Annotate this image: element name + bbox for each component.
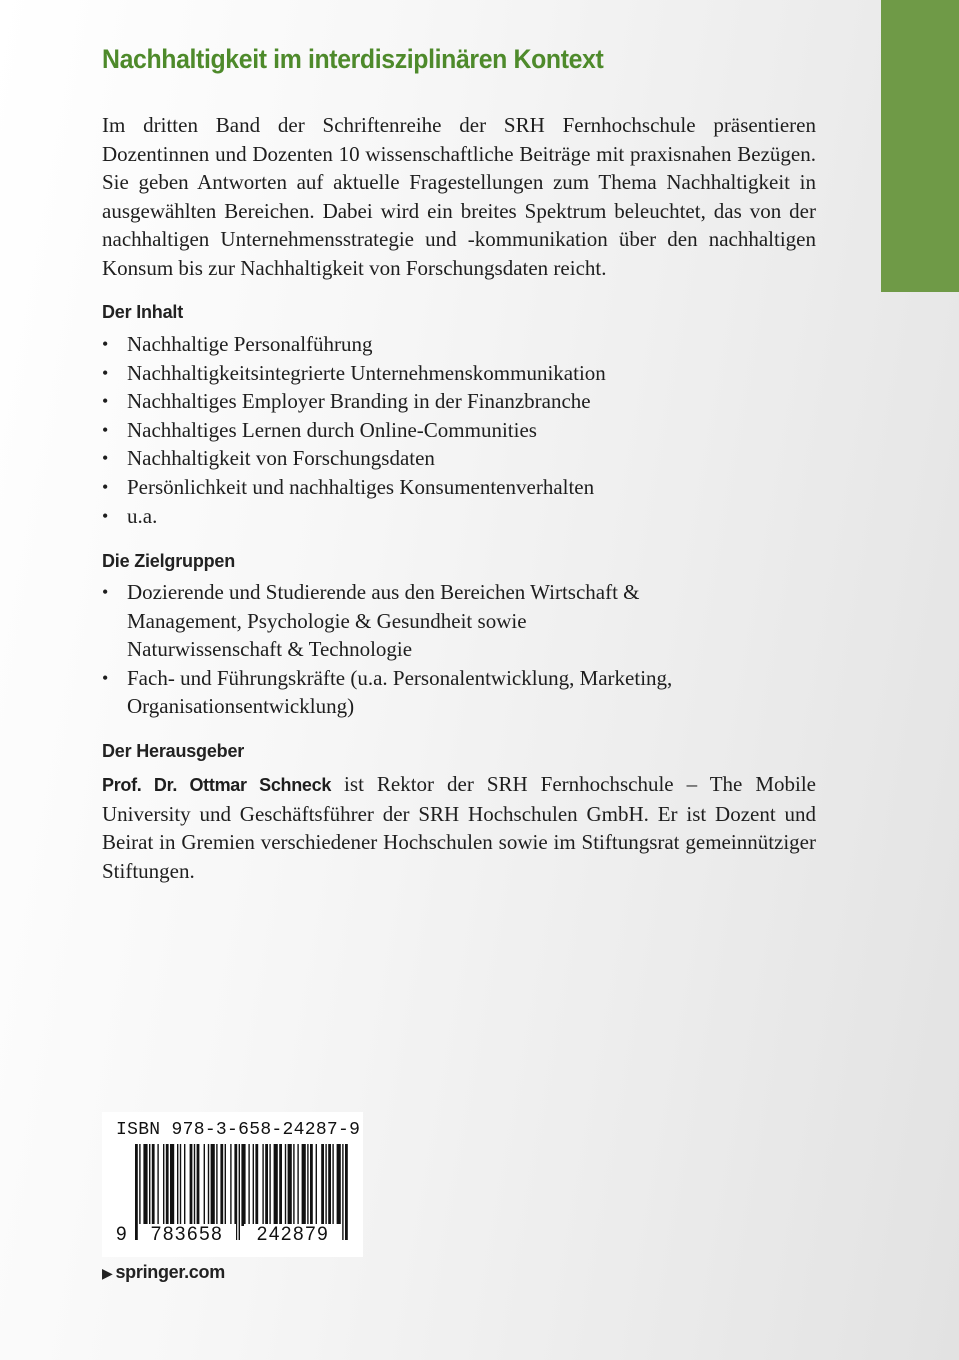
bullet-icon: • — [102, 448, 109, 469]
barcode-bar — [184, 1144, 185, 1226]
barcode-bar — [157, 1144, 158, 1226]
barcode-bar — [274, 1144, 278, 1226]
barcode-bar — [255, 1144, 258, 1226]
list-item: • Persönlichkeit und nachhaltiges Konsumentenverhalten — [102, 473, 702, 502]
bullet-icon: • — [102, 419, 109, 440]
barcode-left-digits: 783658 — [138, 1224, 236, 1246]
bullet-icon: • — [102, 582, 109, 602]
editor-description: ist Rektor der SRH Fernhochschule – The Mobile University und Geschäftsführer der SRH Hochschulen GmbH. Er ist Dozent und Beirat in Gremien verschiedener Hochschulen sowie im Stiftungsrat gemeinnütziger Stiftungen. — [102, 772, 816, 883]
barcode-bar — [262, 1144, 263, 1226]
barcode-bar — [239, 1144, 240, 1240]
barcode-bar — [216, 1144, 217, 1226]
barcode-bar — [248, 1144, 249, 1226]
bullet-icon: • — [102, 362, 109, 383]
bullet-icon: • — [102, 667, 109, 688]
list-item: • Fach- und Führungskräfte (u.a. Personalentwicklung, Marketing, Organisationsentwicklung) — [102, 665, 673, 719]
target-groups-list — [102, 578, 677, 721]
list-item: • Nachhaltigkeitsintegrierte Unternehmenskommunikation — [102, 359, 702, 388]
barcode-bar — [194, 1144, 195, 1226]
arrow-right-icon: ▶ — [102, 1265, 113, 1281]
barcode-right-digits: 242879 — [244, 1224, 342, 1246]
book-title: Nachhaltigkeit im interdisziplinären Kontext — [102, 44, 604, 74]
barcode-bar — [170, 1144, 174, 1226]
barcode-bar — [316, 1144, 317, 1226]
barcode-bar — [253, 1144, 254, 1226]
barcode-bar — [328, 1144, 331, 1226]
contents-heading: Der Inhalt — [102, 302, 184, 322]
barcode-bar — [321, 1144, 324, 1226]
barcode-bar — [265, 1144, 268, 1226]
barcode-bar — [143, 1144, 147, 1226]
contents-list — [102, 330, 702, 530]
barcode-first-digit: 9 — [116, 1224, 127, 1245]
barcode-bar — [288, 1144, 292, 1226]
barcode-bar — [197, 1144, 200, 1226]
barcode-bar — [302, 1144, 306, 1226]
isbn-label: ISBN 978-3-658-24287-9 — [116, 1120, 361, 1140]
barcode-bar — [139, 1144, 140, 1226]
editor-heading: Der Herausgeber — [102, 741, 245, 761]
barcode-bar — [307, 1144, 308, 1226]
list-item: • Nachhaltige Personalführung — [102, 330, 702, 359]
isbn-barcode — [102, 1112, 363, 1257]
list-item: • Dozierende und Studierende aus den Bereichen Wirtschaft & Management, Psychologie & Gesundheit sowie Naturwissenschaft & Technologie — [102, 580, 640, 662]
barcode-bar — [190, 1144, 193, 1226]
target-groups-heading: Die Zielgruppen — [102, 551, 236, 571]
barcode-bar — [225, 1144, 226, 1226]
barcode-bar — [342, 1144, 343, 1240]
publisher-link[interactable]: ▶ springer.com — [102, 1262, 225, 1282]
list-item: • Nachhaltiges Lernen durch Online-Communities — [102, 416, 702, 445]
barcode-bar — [345, 1144, 348, 1240]
green-color-tab — [881, 0, 959, 292]
list-item: • Nachhaltiges Employer Branding in der Finanzbranche — [102, 387, 702, 416]
barcode-bar — [177, 1144, 178, 1226]
barcode-bar — [297, 1144, 298, 1226]
barcode-bar — [241, 1144, 245, 1226]
barcode-bar — [149, 1144, 150, 1226]
barcode-bar — [208, 1144, 209, 1226]
list-item: • Nachhaltigkeit von Forschungsdaten — [102, 444, 702, 473]
intro-paragraph: Im dritten Band der Schriftenreihe der SRH Fernhochschule präsentieren Dozentinnen und Dozenten 10 wissenschaftliche Beiträge mit praxisnahen Bezügen. Sie geben Antworten auf aktuelle Fragestellungen zum Thema Nachhaltigkeit in ausgewählten Bereichen. Dabei wird ein breites Spektrum beleuchtet, das von der nachhaltigen Unternehmensstrategie und -kommunikation über den nachhaltigen Konsum bis zur Nachhaltigkeit von Forschungsdaten reicht. — [102, 113, 816, 280]
list-item: • u.a. — [102, 502, 702, 531]
barcode-bar — [230, 1144, 231, 1226]
editor-bio — [102, 770, 816, 885]
barcode-bar — [285, 1144, 286, 1226]
barcode-bar — [180, 1144, 181, 1226]
barcode-bar — [204, 1144, 205, 1226]
barcode-bar — [220, 1144, 223, 1226]
bullet-icon: • — [102, 505, 109, 526]
barcode-bar — [211, 1144, 215, 1226]
barcode-bar — [332, 1144, 333, 1226]
bullet-icon: • — [102, 391, 109, 412]
barcode-bar — [293, 1144, 294, 1226]
barcode-bar — [279, 1144, 282, 1226]
barcode-bar — [269, 1144, 270, 1226]
barcode-bar — [152, 1144, 155, 1226]
bullet-icon: • — [102, 476, 109, 497]
barcode-bar — [166, 1144, 169, 1226]
editor-name: Prof. Dr. Ottmar Schneck — [102, 775, 332, 795]
barcode-bar — [310, 1144, 313, 1226]
barcode-bar — [337, 1144, 341, 1226]
bullet-icon: • — [102, 334, 109, 354]
barcode-bar — [325, 1144, 326, 1226]
barcode-bar — [163, 1144, 164, 1226]
